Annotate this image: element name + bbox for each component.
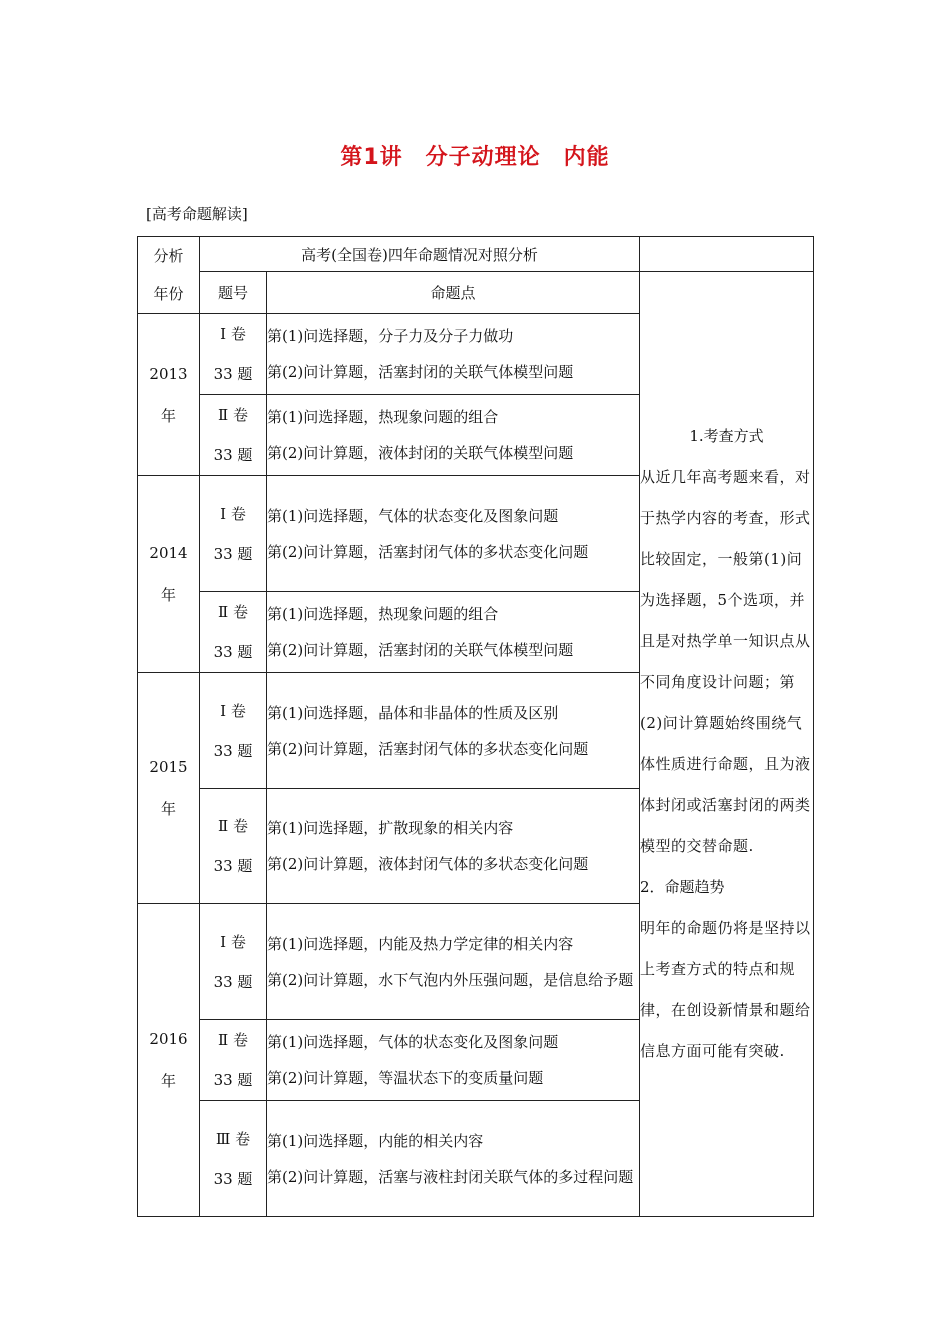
topic-points-cell: 第(1)问选择题，热现象问题的组合 第(2)问计算题，液体封闭的关联气体模型问题 — [267, 395, 640, 476]
topic-points-cell: 第(1)问选择题，扩散现象的相关内容 第(2)问计算题，液体封闭气体的多状态变化问题 — [267, 789, 640, 904]
header-topic-point: 命题点 — [267, 272, 640, 314]
analysis-heading-2: 2．命题趋势 — [640, 878, 725, 896]
paper-cell: Ⅰ 卷 33 题 — [200, 314, 267, 395]
analysis-body-1: 从近几年高考题来看，对于热学内容的考查，形式比较固定，一般第(1)问为选择题，5个选项，并且是对热学单一知识点从不同角度设计问题；第(2)问计算题始终围绕气体性质进行命题，且为液体封闭或活塞封闭的两类模型的交替命题. — [640, 468, 811, 855]
paper-cell: Ⅰ 卷 33 题 — [200, 476, 267, 592]
analysis-heading-1: 1.考查方式 — [689, 427, 764, 445]
year-cell-2016: 2016 年 — [138, 904, 200, 1217]
topic-points-cell: 第(1)问选择题，内能及热力学定律的相关内容 第(2)问计算题，水下气泡内外压强问题，是信息给予题 — [267, 904, 640, 1020]
topic-points-cell: 第(1)问选择题，分子力及分子力做功 第(2)问计算题，活塞封闭的关联气体模型问题 — [267, 314, 640, 395]
header-title: 高考(全国卷)四年命题情况对照分析 — [200, 237, 640, 272]
analysis-body-2: 明年的命题仍将是坚持以上考查方式的特点和规律，在创设新情景和题给信息方面可能有突破. — [640, 919, 811, 1060]
paper-cell: Ⅰ 卷 33 题 — [200, 904, 267, 1020]
header-question-number: 题号 — [200, 272, 267, 314]
year-cell-2015: 2015 年 — [138, 673, 200, 904]
topic-points-cell: 第(1)问选择题，晶体和非晶体的性质及区别 第(2)问计算题，活塞封闭气体的多状态变化问题 — [267, 673, 640, 789]
paper-cell: Ⅱ 卷 33 题 — [200, 789, 267, 904]
paper-cell: Ⅲ 卷 33 题 — [200, 1101, 267, 1217]
topic-points-cell: 第(1)问选择题，气体的状态变化及图象问题 第(2)问计算题，活塞封闭气体的多状态变化问题 — [267, 476, 640, 592]
header-empty-cell — [640, 237, 814, 272]
topic-points-cell: 第(1)问选择题，气体的状态变化及图象问题 第(2)问计算题，等温状态下的变质量问题 — [267, 1020, 640, 1101]
analysis-table — [137, 236, 814, 1217]
year-cell-2014: 2014 年 — [138, 476, 200, 673]
paper-cell: Ⅱ 卷 33 题 — [200, 395, 267, 476]
topic-points-cell: 第(1)问选择题，内能的相关内容 第(2)问计算题，活塞与液柱封闭关联气体的多过程问题 — [267, 1101, 640, 1217]
lesson-title: 第1讲 分子动理论 内能 — [340, 145, 610, 170]
paper-cell: Ⅱ 卷 33 题 — [200, 592, 267, 673]
analysis-column — [640, 272, 814, 1217]
header-analysis-year: 分析 年份 — [138, 237, 200, 314]
topic-points-cell: 第(1)问选择题，热现象问题的组合 第(2)问计算题，活塞封闭的关联气体模型问题 — [267, 592, 640, 673]
year-cell-2013: 2013 年 — [138, 314, 200, 476]
paper-cell: Ⅱ 卷 33 题 — [200, 1020, 267, 1101]
paper-cell: Ⅰ 卷 33 题 — [200, 673, 267, 789]
section-label: [高考命题解读] — [146, 205, 248, 223]
